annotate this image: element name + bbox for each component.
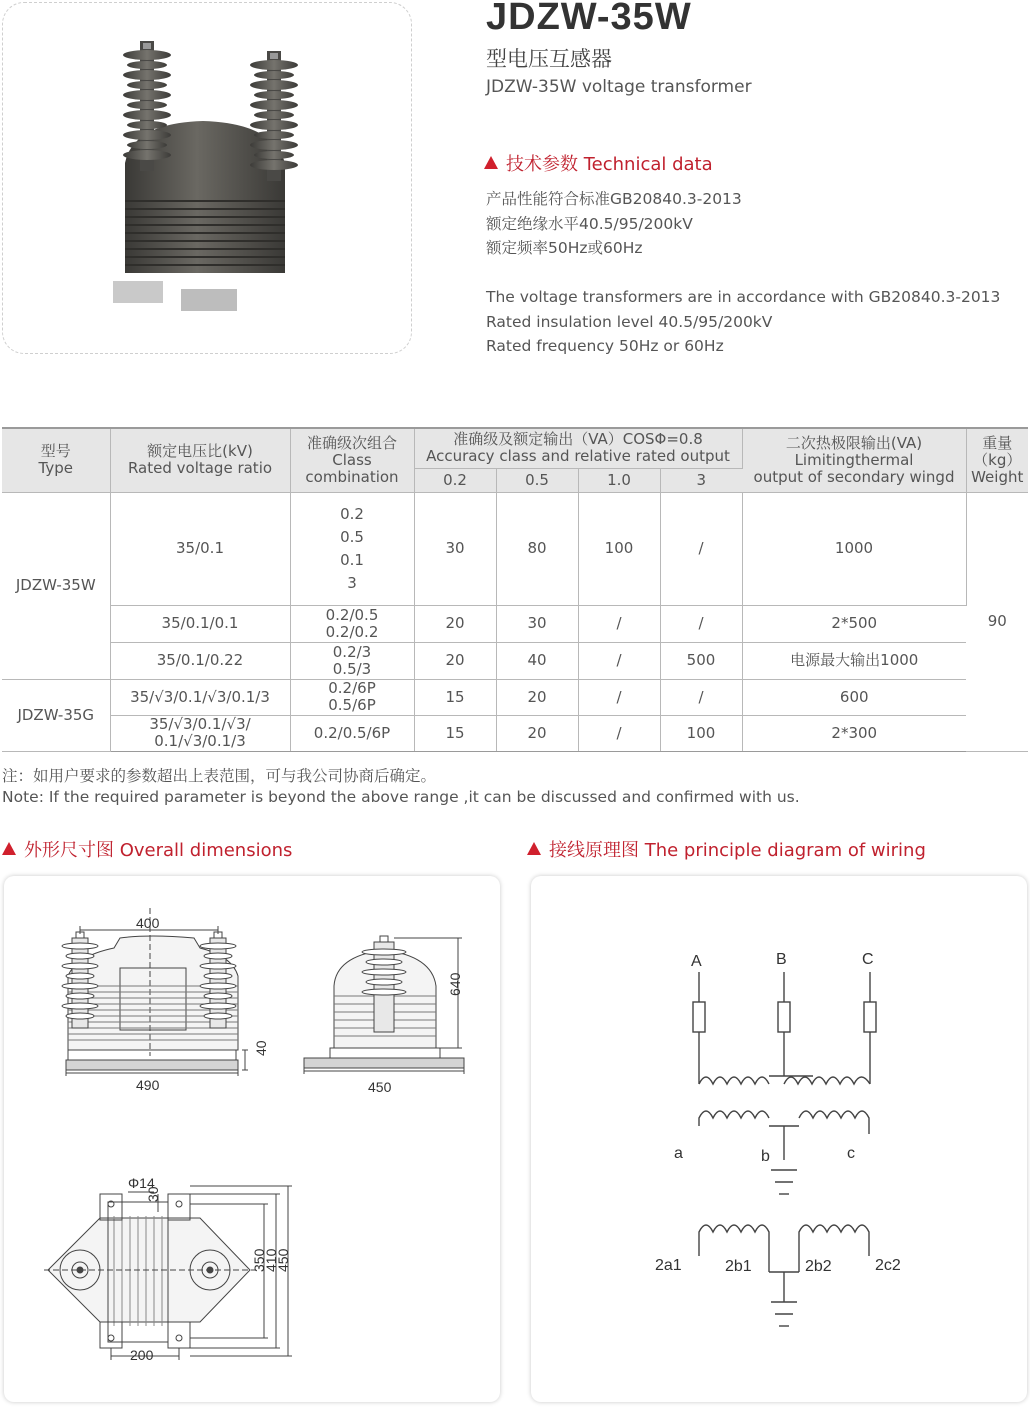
dim-450-width-label: 450 (368, 1079, 392, 1095)
value-cell: 20 (496, 679, 578, 715)
dim-40-label: 40 (253, 1040, 269, 1056)
left-insulator-icon (123, 41, 171, 171)
value-cell: 500 (660, 642, 742, 679)
dim-490-label: 490 (136, 1077, 160, 1093)
header-acc-col: 1.0 (578, 468, 660, 492)
header-acc-col: 0.5 (496, 468, 578, 492)
dim-400-label: 400 (136, 915, 160, 931)
value-cell: 30 (414, 492, 496, 605)
class-cell: 0.2/0.5 0.2/0.2 (290, 605, 414, 642)
product-subtitle-cn: 型电压互感器 (486, 47, 612, 71)
technical-cn-text: 产品性能符合标准GB20840.3-2013 额定绝缘水平40.5/95/200kV 额定频率50Hz或60Hz (486, 190, 742, 257)
terminal-2a1-label: 2a1 (655, 1257, 682, 1274)
limit-cell: 1000 (742, 492, 966, 605)
dim-30-label: 30 (145, 1186, 161, 1202)
class-cell: 0.2/6P 0.5/6P (290, 679, 414, 715)
header-weight: 重量 （kg） Weight (966, 428, 1028, 492)
value-cell: 20 (414, 642, 496, 679)
terminal-A-label: A (691, 953, 702, 970)
value-cell: 40 (496, 642, 578, 679)
triangle-icon (2, 842, 16, 855)
dimensions-panel (4, 876, 500, 1402)
class-cell: 0.2 0.5 0.1 3 (290, 492, 414, 605)
value-cell: 80 (496, 492, 578, 605)
value-cell: 100 (660, 715, 742, 751)
limit-cell: 600 (742, 679, 966, 715)
note-cn: 注：如用户要求的参数超出上表范围，可与我公司协商后确定。 (2, 767, 437, 785)
header-class: 准确级次组合 Class combination (290, 428, 414, 492)
header-limit: 二次热极限输出(VA) Limitingthermal output of secondary wingd (742, 428, 966, 492)
ratio-cell: 35/0.1 (110, 492, 290, 605)
weight-cell: 90 (966, 492, 1028, 751)
value-cell: / (578, 605, 660, 642)
header-accuracy: 准确级及额定输出（VA）COSΦ=0.8 Accuracy class and relative rated output (414, 428, 742, 468)
ratio-cell: 35/0.1/0.22 (110, 642, 290, 679)
value-cell: / (578, 642, 660, 679)
wiring-diagram (531, 876, 1027, 1402)
header-ratio: 额定电压比(kV) Rated voltage ratio (110, 428, 290, 492)
ratio-cell: 35/0.1/0.1 (110, 605, 290, 642)
ratio-cell: 35/√3/0.1/√3/ 0.1/√3/0.1/3 (110, 715, 290, 751)
terminal-C-label: C (862, 951, 874, 968)
type-cell: JDZW-35G (2, 679, 110, 751)
value-cell: 100 (578, 492, 660, 605)
dim-450-label: 450 (275, 1248, 291, 1272)
value-cell: / (660, 605, 742, 642)
type-cell: JDZW-35W (2, 492, 110, 679)
note-en: Note: If the required parameter is beyond the above range ,it can be discussed and confirmed with us. (2, 788, 800, 806)
wiring-panel (531, 876, 1027, 1402)
product-photo-frame (2, 2, 412, 354)
terminal-2b1-label: 2b1 (725, 1258, 752, 1275)
dim-phi14-label: Φ14 (128, 1175, 155, 1191)
right-insulator-icon (250, 51, 298, 181)
technical-en-text: The voltage transformers are in accordance with GB20840.3-2013 Rated insulation level 40.5/95/200kV Rated frequency 50Hz or 60Hz (486, 288, 1001, 355)
limit-cell: 2*500 (742, 605, 966, 642)
terminal-b-label: b (761, 1148, 770, 1165)
header-acc-col: 3 (660, 468, 742, 492)
table-row (2, 715, 1028, 751)
value-cell: 20 (414, 605, 496, 642)
triangle-icon (527, 842, 541, 855)
product-subtitle-en: JDZW-35W voltage transformer (486, 77, 752, 97)
product-title: JDZW-35W (486, 0, 692, 38)
value-cell: / (578, 679, 660, 715)
class-cell: 0.2/3 0.5/3 (290, 642, 414, 679)
dimensions-drawing (4, 876, 500, 1402)
value-cell: 15 (414, 679, 496, 715)
dim-640-label: 640 (447, 972, 463, 996)
header-type: 型号 Type (2, 428, 110, 492)
spec-table (2, 427, 1028, 752)
header-acc-col: 0.2 (414, 468, 496, 492)
technical-heading: 技术参数 Technical data (484, 150, 713, 176)
value-cell: 15 (414, 715, 496, 751)
value-cell: / (578, 715, 660, 751)
dim-200-label: 200 (130, 1347, 154, 1363)
dimensions-heading: 外形尺寸图 Overall dimensions (2, 836, 292, 862)
ratio-cell: 35/√3/0.1/√3/0.1/3 (110, 679, 290, 715)
terminal-B-label: B (776, 951, 787, 968)
table-row (2, 492, 1028, 605)
limit-cell: 电源最大输出1000 (742, 642, 966, 679)
value-cell: 30 (496, 605, 578, 642)
terminal-c-label: c (847, 1145, 855, 1162)
value-cell: / (660, 679, 742, 715)
value-cell: 20 (496, 715, 578, 751)
dim-350-label: 350 (251, 1248, 267, 1272)
product-photo (3, 3, 413, 355)
table-row (2, 679, 1028, 715)
terminal-2b2-label: 2b2 (805, 1258, 832, 1275)
class-cell: 0.2/0.5/6P (290, 715, 414, 751)
value-cell: / (660, 492, 742, 605)
wiring-heading: 接线原理图 The principle diagram of wiring (527, 836, 926, 862)
triangle-icon (484, 156, 498, 169)
table-row (2, 605, 1028, 642)
table-row (2, 642, 1028, 679)
limit-cell: 2*300 (742, 715, 966, 751)
terminal-2c2-label: 2c2 (875, 1257, 901, 1274)
terminal-a-label: a (674, 1145, 683, 1162)
dim-410-label: 410 (263, 1248, 279, 1272)
